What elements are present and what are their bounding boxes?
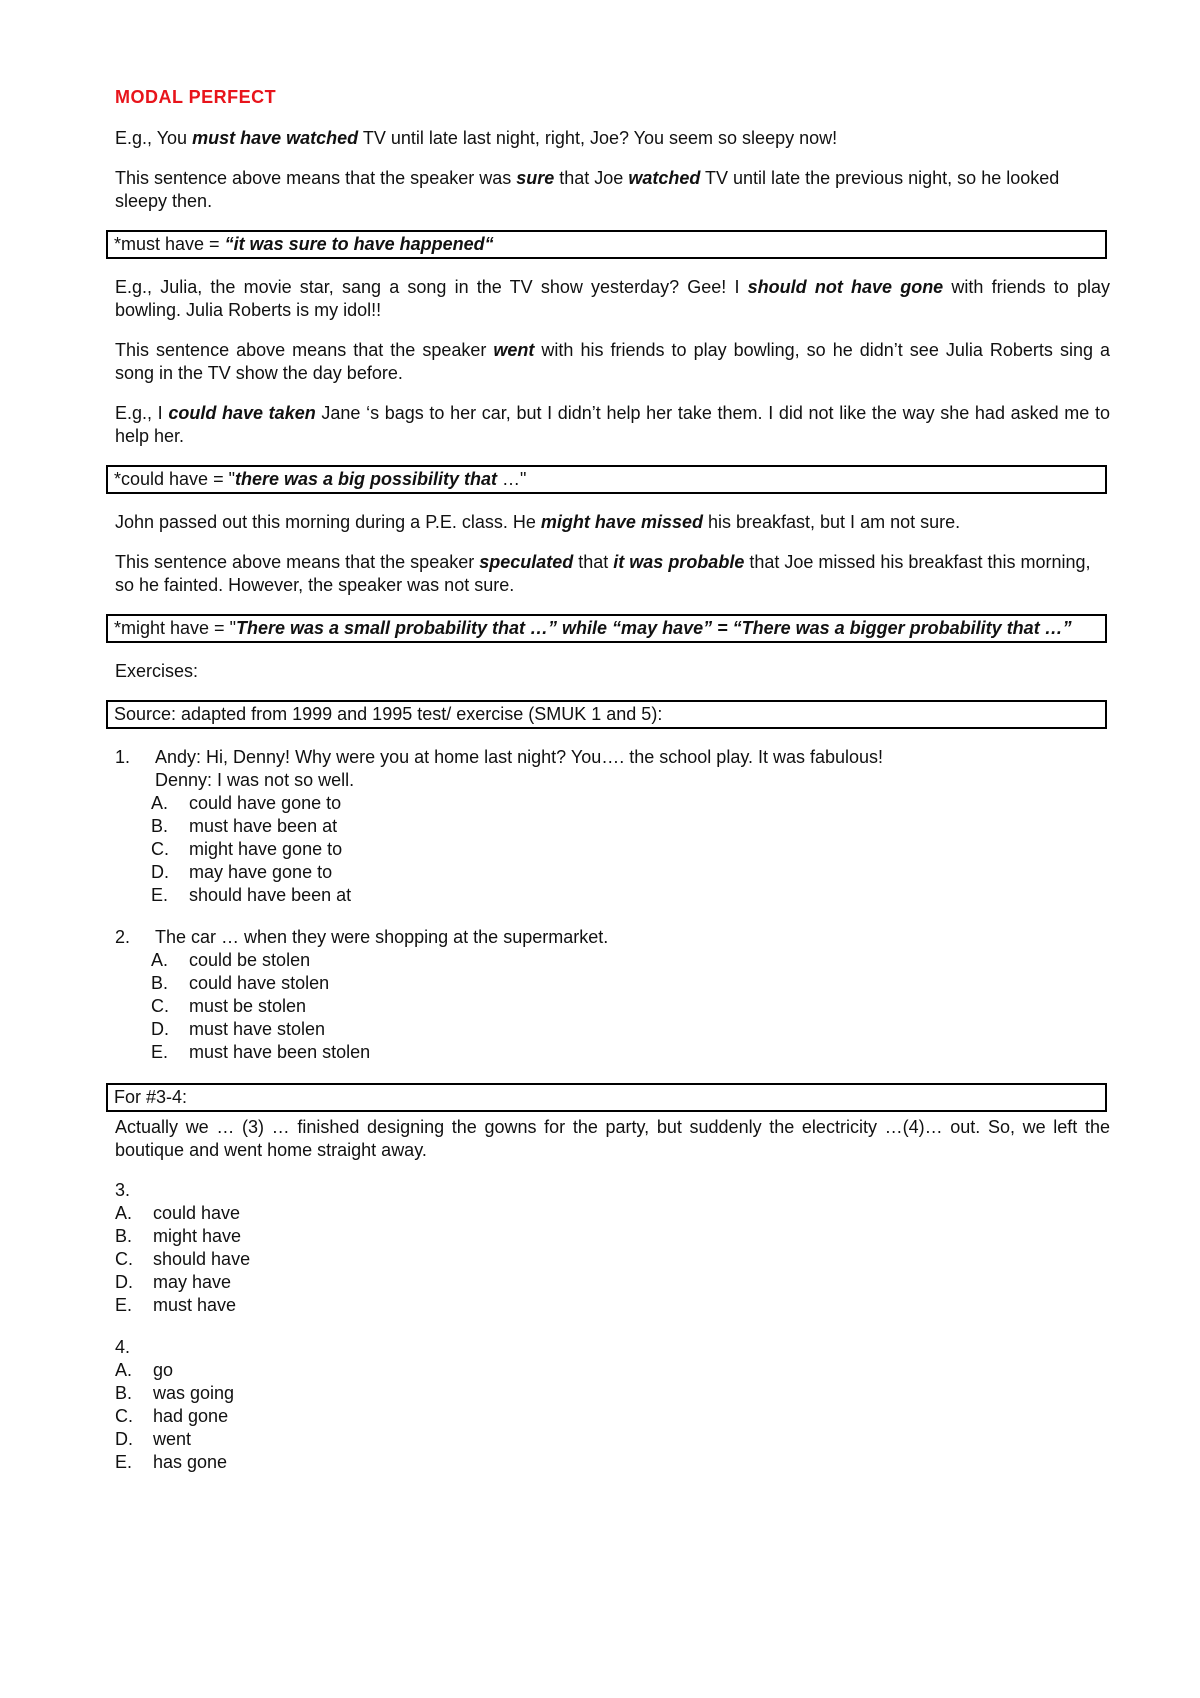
for-3-4-box: For #3-4: (106, 1083, 1107, 1112)
question-text: Andy: Hi, Denny! Why were you at home last night? You…. the school play. It was fabulous! (155, 747, 884, 767)
answer-option[interactable]: D. went (115, 1429, 192, 1449)
answer-option[interactable]: B. might have (115, 1226, 242, 1246)
answer-option[interactable]: C. might have gone to (151, 839, 343, 859)
question-reply: Denny: I was not so well. (155, 770, 355, 790)
answer-option[interactable]: D. may have (115, 1272, 232, 1292)
question-2 (115, 926, 1110, 1064)
answer-options (115, 1202, 1110, 1317)
question-4 (115, 1336, 1110, 1474)
answer-option[interactable]: A. could have gone to (151, 793, 342, 813)
page-title: MODAL PERFECT (115, 87, 277, 107)
answer-option[interactable]: E. must have (115, 1295, 237, 1315)
answer-option[interactable]: A. could have (115, 1203, 241, 1223)
question-1 (115, 746, 1110, 907)
answer-option[interactable]: B. was going (115, 1383, 235, 1403)
document-page (115, 86, 1110, 1493)
question-3 (115, 1179, 1110, 1317)
question-number: 1. (115, 747, 131, 767)
answer-option[interactable]: D. may have gone to (151, 862, 333, 882)
question-number: 3. (115, 1180, 131, 1200)
answer-option[interactable]: A. go (115, 1360, 174, 1380)
answer-options (115, 1359, 1110, 1474)
explanation-must-have: This sentence above means that the speaker was sure that Joe watched TV until late the previous night, so he looked sleepy then. (115, 168, 1060, 211)
explanation-might-have: This sentence above means that the speaker speculated that it was probable that Joe missed his breakfast this morning, so he fainted. However, the speaker was not sure. (115, 552, 1091, 595)
answer-options (151, 792, 1110, 907)
rule-box-could-have: *could have = "there was a big possibility that …" (106, 465, 1107, 494)
example-could-have: E.g., I could have taken Jane ‘s bags to her car, but I didn’t help her take them. I did not like the way she had asked me to help her. (115, 403, 1110, 446)
answer-option[interactable]: E. must have been stolen (151, 1042, 371, 1062)
answer-options (151, 949, 1110, 1064)
answer-option[interactable]: C. must be stolen (151, 996, 307, 1016)
exercises-label: Exercises: (115, 661, 199, 681)
question-text: The car … when they were shopping at the supermarket. (155, 927, 609, 947)
answer-option[interactable]: C. had gone (115, 1406, 229, 1426)
answer-option[interactable]: D. must have stolen (151, 1019, 326, 1039)
passage-text: Actually we … (3) … finished designing the gowns for the party, but suddenly the electricity …(4)… out. So, we left the boutique and went home straight away. (115, 1117, 1110, 1160)
example-should-have: E.g., Julia, the movie star, sang a song in the TV show yesterday? Gee! I should not have gone with friends to play bowling. Julia Roberts is my idol!! (115, 277, 1110, 320)
answer-option[interactable]: A. could be stolen (151, 950, 311, 970)
explanation-should-have: This sentence above means that the speaker went with his friends to play bowling, so he didn’t see Julia Roberts sing a song in the TV show the day before. (115, 340, 1110, 383)
answer-option[interactable]: B. must have been at (151, 816, 338, 836)
answer-option[interactable]: C. should have (115, 1249, 251, 1269)
question-number: 2. (115, 927, 131, 947)
answer-option[interactable]: E. should have been at (151, 885, 352, 905)
answer-option[interactable]: B. could have stolen (151, 973, 330, 993)
question-number: 4. (115, 1337, 131, 1357)
answer-option[interactable]: E. has gone (115, 1452, 228, 1472)
rule-box-might-have: *might have = "There was a small probability that …” while “may have” = “There was a bigger probability that …” (106, 614, 1107, 643)
example-might-have: John passed out this morning during a P.E. class. He might have missed his breakfast, but I am not sure. (115, 512, 961, 532)
example-must-have: E.g., You must have watched TV until late last night, right, Joe? You seem so sleepy now! (115, 128, 838, 148)
rule-box-must-have: *must have = “it was sure to have happened“ (106, 230, 1107, 259)
source-box: Source: adapted from 1999 and 1995 test/ exercise (SMUK 1 and 5): (106, 700, 1107, 729)
